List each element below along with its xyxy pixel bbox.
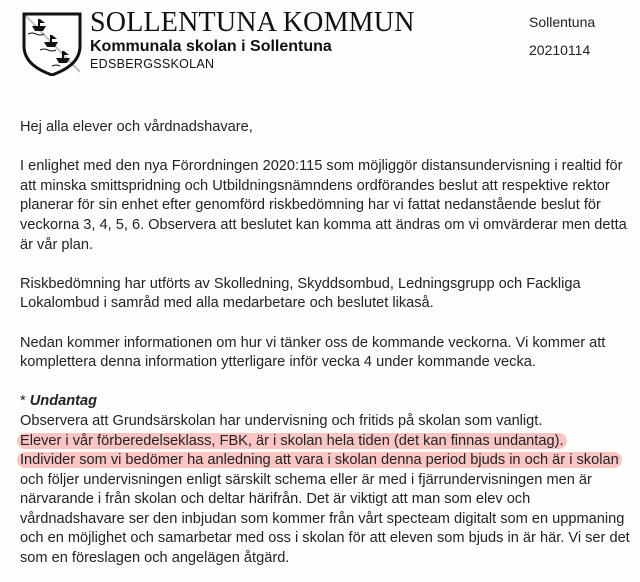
school-unit: EDSBERGSSKOLAN [90,57,215,71]
paragraph-distance-teaching: I enlighet med den nya Förordningen 2020:115 som möjliggör distansundervisning i realtid för att minska smittspridning och Utbildningsnämndens ordförandes beslut att respektive rektor planerar för sin enhet efter genomförd riskbedömning har vi fattat nedanstående beslut för veckorna 3, 4, 5, 6. Observera att beslutet kan komma att ändras om vi omvärderar men detta är vår plan. [20,158,627,253]
exception-rest: och följer undervisningen enligt särskilt schema eller är med i fjärrundervisningen men är närvarande i från skolan och deltar härifrån. Det är viktigt att man som elev och vårdnadshavare ser den inbjudan som kommer från vårt specteam digitalt som en uppmaning och en möjlighet och samarbetar med oss i skolan för att eleven som bjuds in är här. Vi ser det som en föreslagen och angelägen åtgärd. [20,471,630,567]
exception-title: Undantag [29,393,98,410]
greeting: Hej alla elever och vårdnadshavare, [20,119,253,135]
paragraph-risk-assessment: Riskbedömning har utförts av Skolledning, Skyddsombud, Ledningsgrupp och Fackliga Lokalombud i samråd med alla medarbetare och beslutet likaså. [20,275,581,312]
place: Sollentuna [529,14,596,30]
bullet: * [20,393,26,410]
organization-block [90,8,415,72]
exception-heading [20,392,630,412]
exception-section [20,392,630,568]
paragraph-upcoming-info: Nedan kommer informationen om hur vi tänker oss de kommande veckorna. Vi kommer att komplettera denna information ytterligare inför vecka 4 under kommande vecka. [20,334,606,371]
school-name: Kommunala skolan i Sollentuna [90,38,332,55]
exception-line: Observera att Grundsärskolan har undervisning och fritids på skolan som vanligt. [20,412,543,429]
date: 20210114 [529,42,591,58]
municipality-name: SOLLENTUNA KOMMUN [90,7,415,38]
letterhead [20,8,620,78]
letter-body [20,118,630,569]
coat-of-arms-icon [20,12,84,76]
highlighted-fbk-line: Elever i vår förberedelseklass, FBK, är i skolan hela tiden (det kan finnas undantag). [17,433,567,449]
highlighted-individuals-line: Individer som vi bedömer ha anledning att vara i skolan denna period bjuds in och är i skolan [17,452,622,468]
